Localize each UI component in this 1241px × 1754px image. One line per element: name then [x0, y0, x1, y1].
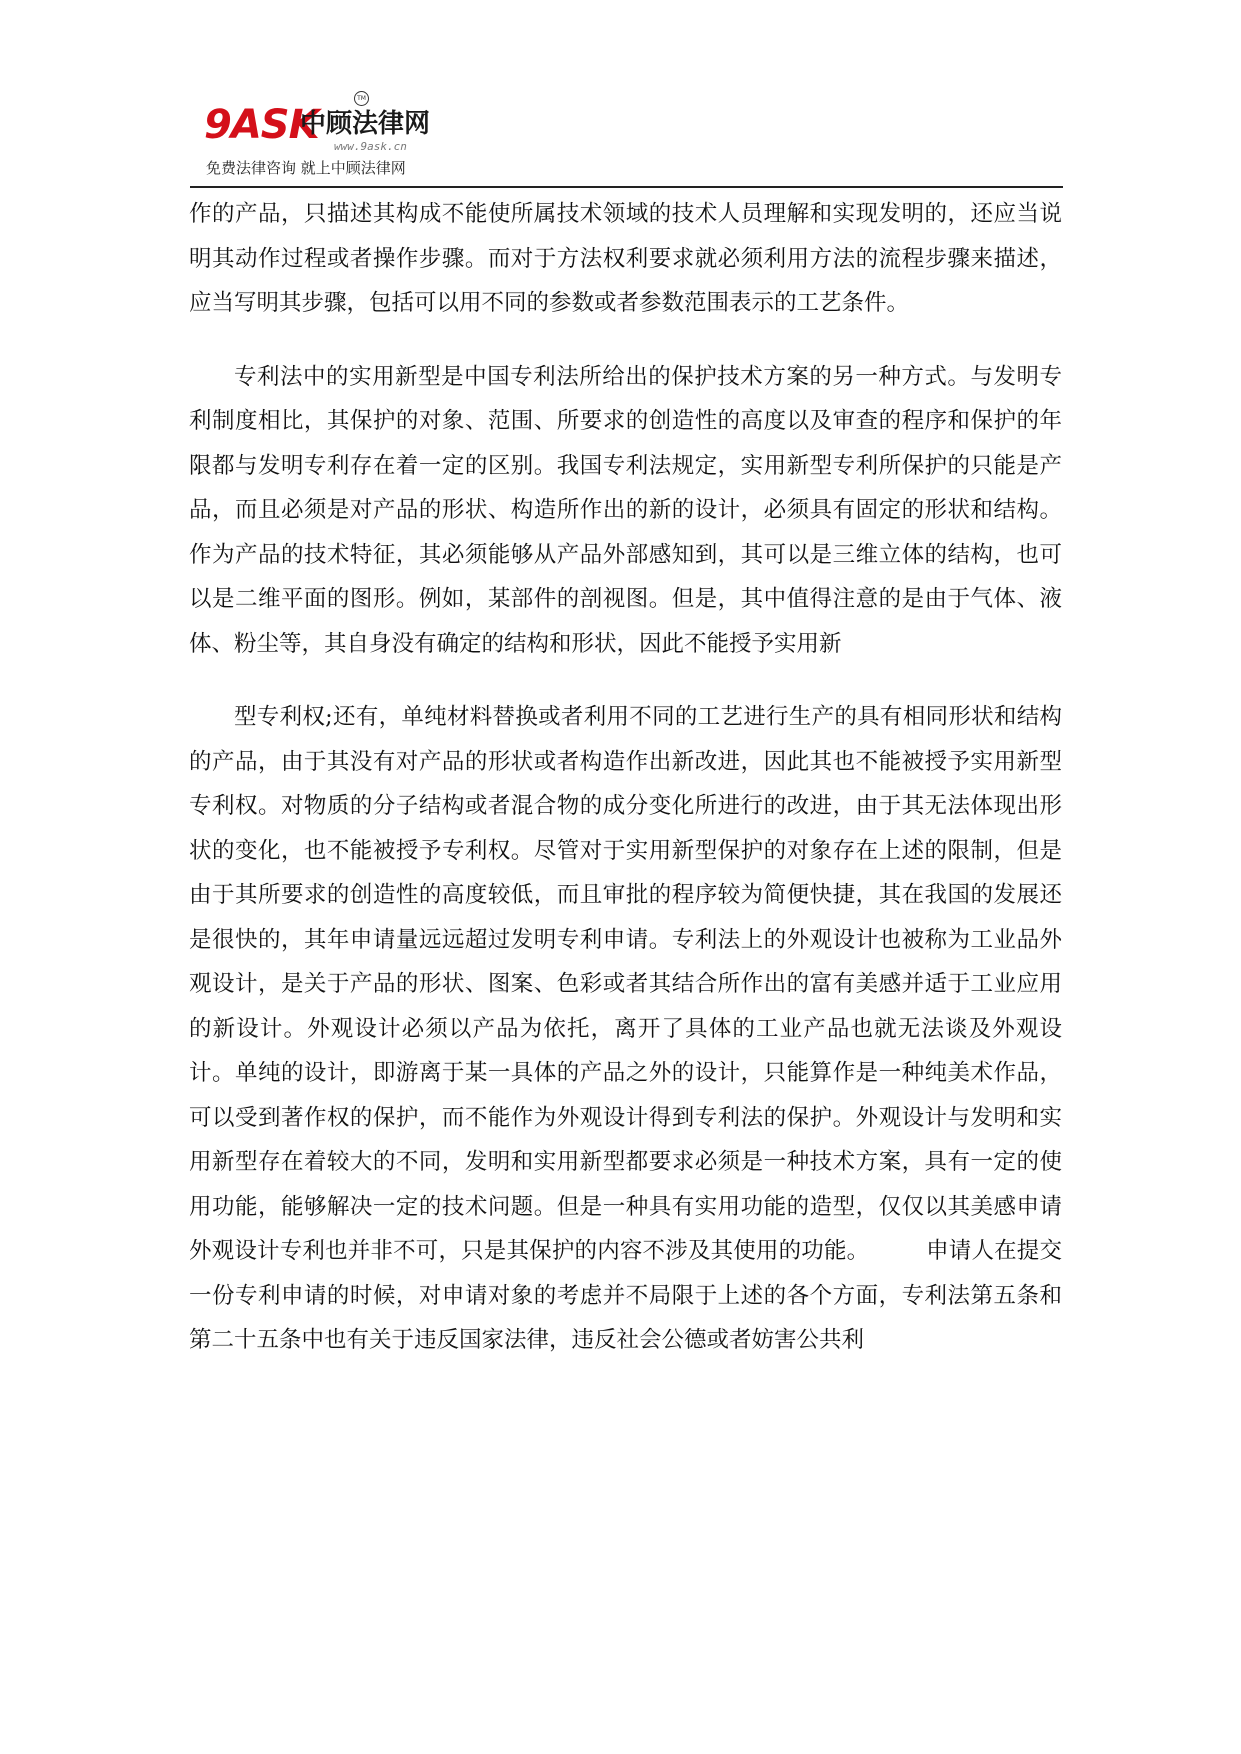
paragraph-3: 型专利权;还有，单纯材料替换或者利用不同的工艺进行生产的具有相同形状和结构的产品，由于其没有对产品的形状或者构造作出新改进，因此其也不能被授予实用新型专利权。对物质的分子结构或者混合物的成分变化所进行的改进，由于其无法体现出形状的变化，也不能被授予专利权。尽管对于实用新型保护的对象存在上述的限制，但是由于其所要求的创造性的高度较低，而且审批的程序较为简便快捷，其在我国的发展还是很快的，其年申请量远远超过发明专利申请。专利法上的外观设计也被称为工业品外观设计，是关于产品的形状、图案、色彩或者其结合所作出的富有美感并适于工业应用的新设计。外观设计必须以产品为依托，离开了具体的工业产品也就无法谈及外观设计。单纯的设计，即游离于某一具体的产品之外的设计，只能算作是一种纯美术作品，可以受到著作权的保护，而不能作为外观设计得到专利法的保护。外观设计与发明和实用新型存在着较大的不同，发明和实用新型都要求必须是一种技术方案，具有一定的使用功能，能够解决一定的技术问题。但是一种具有实用功能的造型，仅仅以其美感申请外观设计专利也并非不可，只是其保护的内容不涉及其使用的功能。 申请人在提交一份专利申请的时候，对申请对象的考虑并不局限于上述的各个方面，专利法第五条和第二十五条中也有关于违反国家法律，违反社会公德或者妨害公共利: [189, 704, 1062, 1353]
paragraph-2: 专利法中的实用新型是中国专利法所给出的保护技术方案的另一种方式。与发明专利制度相比，其保护的对象、范围、所要求的创造性的高度以及审查的程序和保护的年限都与发明专利存在着一定的区别。我国专利法规定，实用新型专利所保护的只能是产品，而且必须是对产品的形状、构造所作出的新的设计，必须具有固定的形状和结构。作为产品的技术特征，其必须能够从产品外部感知到，其可以是三维立体的结构，也可以是二维平面的图形。例如，某部件的剖视图。但是，其中值得注意的是由于气体、液体、粉尘等，其自身没有确定的结构和形状，因此不能授予实用新: [189, 363, 1062, 657]
logo-url: www.9ask.cn: [334, 140, 407, 153]
paragraph-gap: [189, 666, 1062, 695]
paragraph-gap: [189, 326, 1062, 355]
site-logo[interactable]: [204, 88, 464, 183]
document-body: [189, 192, 1062, 1363]
page-header: [204, 88, 1064, 188]
paragraph-1: 作的产品，只描述其构成不能使所属技术领域的技术人员理解和实现发明的，还应当说明其动作过程或者操作步骤。而对于方法权利要求就必须利用方法的流程步骤来描述，应当写明其步骤，包括可以用不同的参数或者参数范围表示的工艺条件。: [189, 201, 1062, 316]
logo-mark: 9ASK: [204, 102, 319, 148]
logo-brand-name: 中顾法律网: [300, 109, 431, 139]
logo-slogan: 免费法律咨询 就上中顾法律网: [206, 159, 406, 177]
trademark-icon: TM: [354, 91, 369, 106]
header-divider: [190, 186, 1063, 188]
